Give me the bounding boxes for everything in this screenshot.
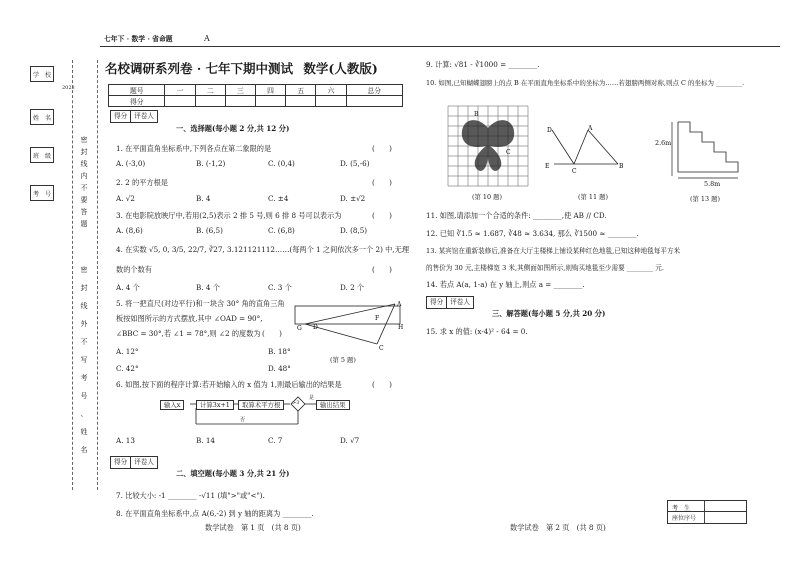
q6-option-d: D. √7 <box>340 436 360 445</box>
section1-heading: 一、选择题(每小题 2 分,共 12 分) <box>176 124 290 133</box>
seal-char: 线 <box>80 160 88 168</box>
score-cell: 得分 <box>109 96 165 107</box>
seal-text-column <box>80 135 88 231</box>
question-3-paren: ( ) <box>372 211 392 220</box>
figure-5-caption: (第 5 题) <box>330 356 356 364</box>
figure-5-ruler-triangle <box>295 300 405 360</box>
svg-text:D: D <box>547 127 552 134</box>
margin-text-column <box>80 265 88 463</box>
section2-heading: 二、填空题(每小题 3 分,共 21 分) <box>176 469 290 478</box>
figure-13-height: 2.6m <box>655 139 672 147</box>
q4-option-a: A. 4 个 <box>116 283 140 292</box>
question-4-paren: ( ) <box>372 265 392 274</box>
q3-option-d: D. (8,5) <box>340 226 368 235</box>
score-cell[interactable] <box>165 96 195 107</box>
svg-text:A: A <box>397 301 402 308</box>
question-3: 3. 在电影院放映厅中,若用(2,5)表示 2 排 5 号,则 6 排 8 号可以表示为 <box>116 211 342 220</box>
seal-char: 密 <box>80 136 88 144</box>
score-cell: 三 <box>225 85 255 96</box>
q1-option-c: C. (0,4) <box>268 159 295 168</box>
question-4-line2: 数的个数有 <box>116 265 152 274</box>
score-cell[interactable] <box>286 96 316 107</box>
figure-10-caption: (第 10 题) <box>472 193 502 201</box>
svg-text:B: B <box>474 111 479 118</box>
q3-option-c: C. (6,8) <box>268 226 295 235</box>
exam-subject: 数学(人教版) <box>303 61 378 76</box>
section3-heading: 三、解答题(每小题 5 分,共 20 分) <box>492 309 606 318</box>
score-cell[interactable] <box>255 96 285 107</box>
seal-char: 考 <box>80 374 88 382</box>
q4-option-b: B. 4 个 <box>196 283 220 292</box>
question-14: 14. 若点 A(a, 1-a) 在 y 轴上,则点 a = ________. <box>426 280 585 289</box>
score-cell[interactable] <box>195 96 225 107</box>
series-tag: 七年下 · 数学 · 省命题 <box>104 35 173 43</box>
flow-calc: 计算3x+1 <box>196 400 234 410</box>
grader-score-label: 得分 <box>111 111 131 122</box>
q3-option-a: A. (8,6) <box>116 226 143 235</box>
name-field-label <box>30 109 54 125</box>
question-2: 2. 2 的平方根是 <box>116 178 168 187</box>
question-4-line1: 4. 在实数 √5, 0, 3/5, 22/7, ∛27, 3.121121112……(每两个 1 之间依次多一个 2) 中,无理 <box>116 245 410 254</box>
question-13-line2: 的售价为 30 元,主楼梯宽 3 米,其侧面如图所示,则购买地毯至少需要 ________ 元. <box>426 264 664 272</box>
question-1: 1. 在平面直角坐标系中,下列各点在第二象限的是 <box>116 144 272 153</box>
header-rule <box>100 46 780 47</box>
score-cell: 四 <box>255 85 285 96</box>
school-label: 学 校 <box>32 71 51 79</box>
seal-char: 密 <box>80 266 88 274</box>
grader-box-2 <box>110 456 158 469</box>
q2-option-c: C. ±4 <box>268 194 289 203</box>
svg-text:B: B <box>619 163 624 170</box>
flow-output: 输出结果 <box>316 400 350 410</box>
q1-option-a: A. (-3,0) <box>116 159 146 168</box>
exam-id-label: 考 号 <box>32 190 51 198</box>
question-7: 7. 比较大小: -1 ________ -√11 (填">"或"<"). <box>116 491 265 500</box>
grader-score-label: 得分 <box>111 457 131 468</box>
seat-label-2: 座位序号 <box>672 515 697 522</box>
seal-char: 封 <box>80 284 88 292</box>
flow-yes: 是 <box>309 395 315 401</box>
figure-13-stairs <box>660 118 750 188</box>
question-5-line2: 板按如图所示的方式摆放,其中 ∠OAD = 90°, <box>116 314 263 323</box>
grader-name-label: 评卷人 <box>450 298 470 306</box>
figure-13-caption: (第 13 题) <box>690 195 720 203</box>
svg-text:C: C <box>572 168 577 175</box>
q4-option-d: D. 2 个 <box>340 283 365 292</box>
exam-title-text: 名校调研系列卷 · 七年下期中测试 <box>105 61 294 76</box>
score-cell[interactable] <box>316 96 346 107</box>
seat-number-box[interactable] <box>667 500 747 524</box>
exam-id-field-label <box>30 185 54 201</box>
seal-char: 不 <box>80 338 88 346</box>
svg-text:H: H <box>398 324 404 331</box>
score-table <box>108 84 403 107</box>
school-field-label <box>30 66 54 82</box>
seal-char: 名 <box>80 446 88 454</box>
question-15: 15. 求 x 的值: (x-4)² - 64 = 0. <box>426 327 528 336</box>
question-8: 8. 在平面直角坐标系中,点 A(6,-2) 到 y 轴的距离为 ________. <box>116 509 314 518</box>
question-1-paren: ( ) <box>372 144 392 153</box>
score-cell: 题号 <box>109 85 165 96</box>
seal-char: 答 <box>80 208 88 216</box>
q5-option-a: A. 12° <box>116 347 139 356</box>
svg-text:A: A <box>588 125 593 132</box>
score-cell: 五 <box>286 85 316 96</box>
q4-option-c: C. 3 个 <box>268 283 292 292</box>
seal-char: 线 <box>80 302 88 310</box>
question-5-line3: ∠BBC = 30°,若 ∠1 = 78°,则 ∠2 的度数为 <box>116 329 261 338</box>
question-6-paren: ( ) <box>372 380 392 389</box>
q2-option-a: A. √2 <box>116 194 135 203</box>
svg-text:G: G <box>297 325 302 332</box>
name-label: 姓 名 <box>32 114 51 122</box>
figure-11-caption: (第 11 题) <box>578 193 608 201</box>
score-cell: 一 <box>165 85 195 96</box>
q2-option-b: B. 4 <box>196 194 211 203</box>
q6-option-c: C. 7 <box>268 436 283 445</box>
grader-box-1 <box>110 110 158 123</box>
score-cell: 六 <box>316 85 346 96</box>
question-2-paren: ( ) <box>372 178 392 187</box>
seat-divider-h <box>668 511 746 512</box>
footer-left: 数学试卷 第 1 页 (共 8 页) <box>205 523 301 532</box>
seal-char: 题 <box>80 220 88 228</box>
seal-char: 外 <box>80 320 88 328</box>
flow-compare: >3 <box>292 400 300 406</box>
q5-option-c: C. 42° <box>116 364 139 373</box>
figure-13-width: 5.8m <box>704 180 721 188</box>
question-12: 12. 已知 ∛1.5 ≈ 1.687, ∛48 ≈ 3.634, 那么 ∛1500 ≈ ________. <box>426 229 639 238</box>
seat-divider <box>704 501 705 523</box>
seal-char: 封 <box>80 148 88 156</box>
svg-text:F: F <box>375 315 380 322</box>
score-table-header-row <box>109 85 403 96</box>
question-6: 6. 如图,按下面的程序计算:若开始输入的 x 值为 1,则最后输出的结果是 <box>116 380 342 389</box>
score-cell: 二 <box>195 85 225 96</box>
seal-char: 要 <box>80 196 88 204</box>
score-cell[interactable] <box>225 96 255 107</box>
flow-sqrt: 取算术平方根 <box>238 400 284 410</box>
side-code: 2023 <box>62 85 75 91</box>
q1-option-b: B. (-1,2) <box>196 159 226 168</box>
version-tag: A <box>204 34 210 43</box>
svg-text:E: E <box>545 163 550 170</box>
class-field-label <box>30 147 54 163</box>
flow-input: 输入x <box>160 400 184 410</box>
seal-char: 、 <box>80 410 88 418</box>
score-table-score-row <box>109 96 403 107</box>
q2-option-d: D. ±√2 <box>340 194 366 203</box>
grader-name-label: 评卷人 <box>134 458 154 466</box>
grader-score-label: 得分 <box>427 297 447 308</box>
svg-text:C: C <box>379 345 384 352</box>
svg-text:C: C <box>506 149 511 156</box>
q1-option-d: D. (5,-6) <box>340 159 370 168</box>
q6-option-b: B. 14 <box>196 436 215 445</box>
seal-char: 不 <box>80 184 88 192</box>
score-cell[interactable] <box>346 96 403 107</box>
flow-arrows <box>150 392 370 432</box>
flow-no: 否 <box>240 417 246 423</box>
seal-char: 号 <box>80 392 88 400</box>
seal-line-right <box>97 60 98 490</box>
figure-11-lines <box>544 124 624 174</box>
q6-option-a: A. 13 <box>116 436 135 445</box>
q5-option-b: B. 18° <box>268 347 291 356</box>
exam-title <box>105 63 378 76</box>
question-9: 9. 计算: √81 - ∛1000 = ________. <box>426 60 540 69</box>
footer-right: 数学试卷 第 2 页 (共 8 页) <box>510 523 606 532</box>
question-5-line1: 5. 将一把直尺(对边平行)和一块含 30° 角的直角三角 <box>116 299 285 308</box>
question-11: 11. 如图,请添加一个合适的条件: ________,使 AB // CD. <box>426 211 607 220</box>
seal-char: 写 <box>80 356 88 364</box>
question-10: 10. 如图,已知蝴蝶翅膀上的点 B 在平面直角坐标系中的坐标为……若翅膀两侧对称,则点 C 的坐标为 ________. <box>426 79 745 87</box>
figure-10-butterfly-grid <box>448 106 528 186</box>
seal-char: 姓 <box>80 428 88 436</box>
seal-line-left <box>72 60 73 490</box>
grader-name-label: 评卷人 <box>134 112 154 120</box>
seal-char: 内 <box>80 172 88 180</box>
q5-option-d: D. 48° <box>268 364 291 373</box>
question-5-paren: ( ) <box>262 329 282 338</box>
seat-label-1: 考 生 <box>672 505 691 512</box>
q3-option-b: B. (6,5) <box>196 226 223 235</box>
svg-text:D: D <box>313 324 318 331</box>
score-cell: 总分 <box>346 85 403 96</box>
class-label: 班 级 <box>32 152 51 160</box>
question-13-line1: 13. 某宾馆在重新装修后,准备在大厅主楼梯上铺设某种红色地毯,已知这种地毯每平方米 <box>426 247 681 255</box>
grader-box-3 <box>426 296 474 309</box>
